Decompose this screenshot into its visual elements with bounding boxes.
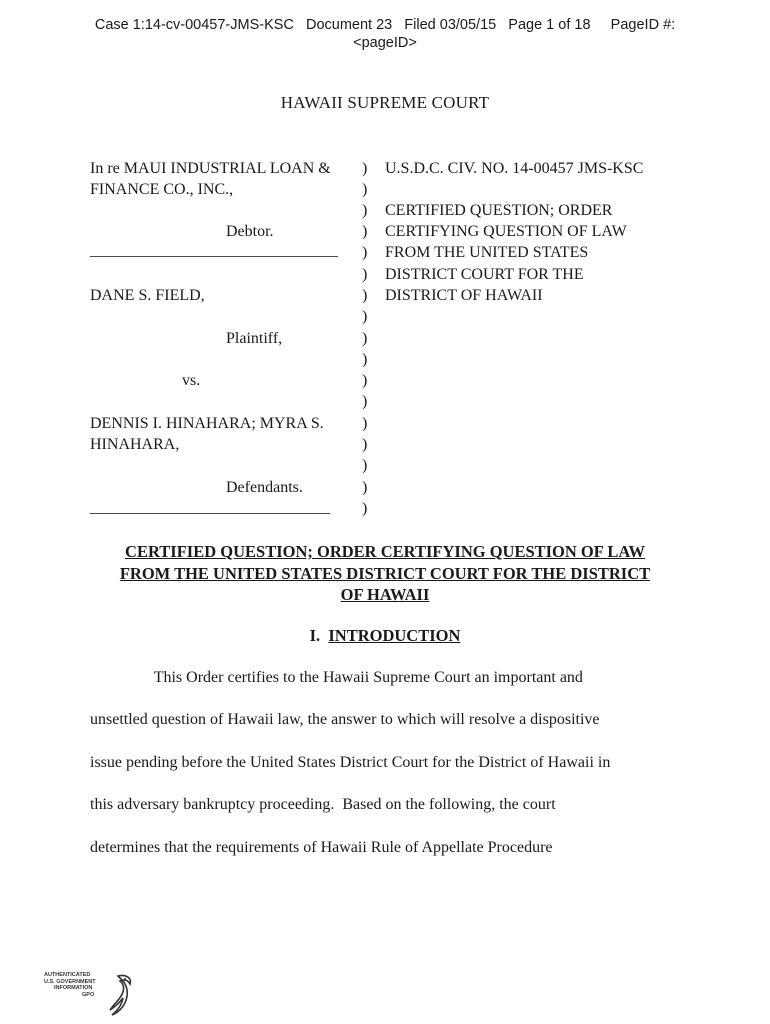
- caption-line: FINANCE CO., INC.,: [90, 181, 234, 198]
- body-line: issue pending before the United States District Court for the District of Hawaii in: [90, 754, 611, 771]
- body-line: this adversary bankruptcy proceeding. Based on the following, the court: [90, 796, 556, 813]
- caption-paren: ): [362, 181, 368, 198]
- document-title-line: FROM THE UNITED STATES DISTRICT COURT FOR THE DISTRICT: [119, 563, 651, 583]
- gpo-authentication-logo: [44, 972, 134, 1018]
- gpo-logo-line: AUTHENTICATED: [44, 972, 91, 978]
- caption-paren: ): [362, 244, 368, 261]
- caption-right-line: CERTIFYING QUESTION OF LAW: [385, 223, 627, 240]
- caption-right-line: FROM THE UNITED STATES: [385, 244, 589, 261]
- caption-right-line: CERTIFIED QUESTION; ORDER: [385, 202, 613, 219]
- civil-number: U.S.D.C. CIV. NO. 14-00457 JMS-KSC: [385, 160, 644, 177]
- caption-rule: ______________________________: [90, 499, 330, 516]
- caption-paren: ): [362, 479, 368, 496]
- caption-line: In re MAUI INDUSTRIAL LOAN &: [90, 160, 331, 177]
- caption-line: DANE S. FIELD,: [90, 287, 205, 304]
- caption-paren: ): [362, 223, 368, 240]
- caption-paren: ): [362, 500, 368, 517]
- caption-paren: ): [362, 160, 368, 177]
- caption-line: Debtor.: [226, 223, 274, 240]
- caption-paren: ): [362, 436, 368, 453]
- caption-paren: ): [362, 415, 368, 432]
- caption-rule: _______________________________: [90, 242, 338, 259]
- eagle-icon: [98, 972, 134, 1018]
- document-title-line: CERTIFIED QUESTION; ORDER CERTIFYING QUESTION OF LAW: [125, 542, 645, 561]
- caption-paren: ): [362, 457, 368, 474]
- caption-paren: ): [362, 266, 368, 283]
- section-heading: [0, 626, 770, 646]
- document-title: [90, 541, 680, 606]
- caption-paren: ): [362, 372, 368, 389]
- gpo-logo-line: U.S. GOVERNMENT: [44, 978, 96, 985]
- gpo-logo-text: [44, 972, 96, 998]
- body-line: This Order certifies to the Hawaii Supreme Court an important and: [90, 669, 583, 686]
- caption-paren: ): [362, 287, 368, 304]
- caption-line: Defendants.: [226, 479, 303, 496]
- body-line: determines that the requirements of Hawaii Rule of Appellate Procedure: [90, 839, 553, 856]
- caption-right-line: DISTRICT COURT FOR THE: [385, 266, 584, 283]
- court-title: HAWAII SUPREME COURT: [280, 93, 490, 112]
- case-header-line: Case 1:14-cv-00457-JMS-KSC Document 23 Filed 03/05/15 Page 1 of 18 PageID #:: [94, 17, 676, 33]
- caption-paren: ): [362, 393, 368, 410]
- caption-line: vs.: [182, 372, 201, 389]
- gpo-logo-line: GPO: [82, 991, 95, 998]
- caption-paren: ): [362, 351, 368, 368]
- page-id-placeholder: <pageID>: [353, 35, 417, 51]
- caption-line: DENNIS I. HINAHARA; MYRA S.: [90, 415, 324, 432]
- section-number: I.: [309, 626, 321, 645]
- caption-right-line: DISTRICT OF HAWAII: [385, 287, 543, 304]
- caption-paren: ): [362, 308, 368, 325]
- caption-paren: ): [362, 330, 368, 347]
- body-line: unsettled question of Hawaii law, the answer to which will resolve a dispositive: [90, 711, 600, 728]
- caption-line: HINAHARA,: [90, 436, 180, 453]
- document-title-line: OF HAWAII: [340, 585, 430, 604]
- gpo-logo-line: INFORMATION: [54, 985, 93, 991]
- section-title: INTRODUCTION: [328, 626, 461, 645]
- caption-line: Plaintiff,: [226, 330, 283, 347]
- caption-paren: ): [362, 202, 368, 219]
